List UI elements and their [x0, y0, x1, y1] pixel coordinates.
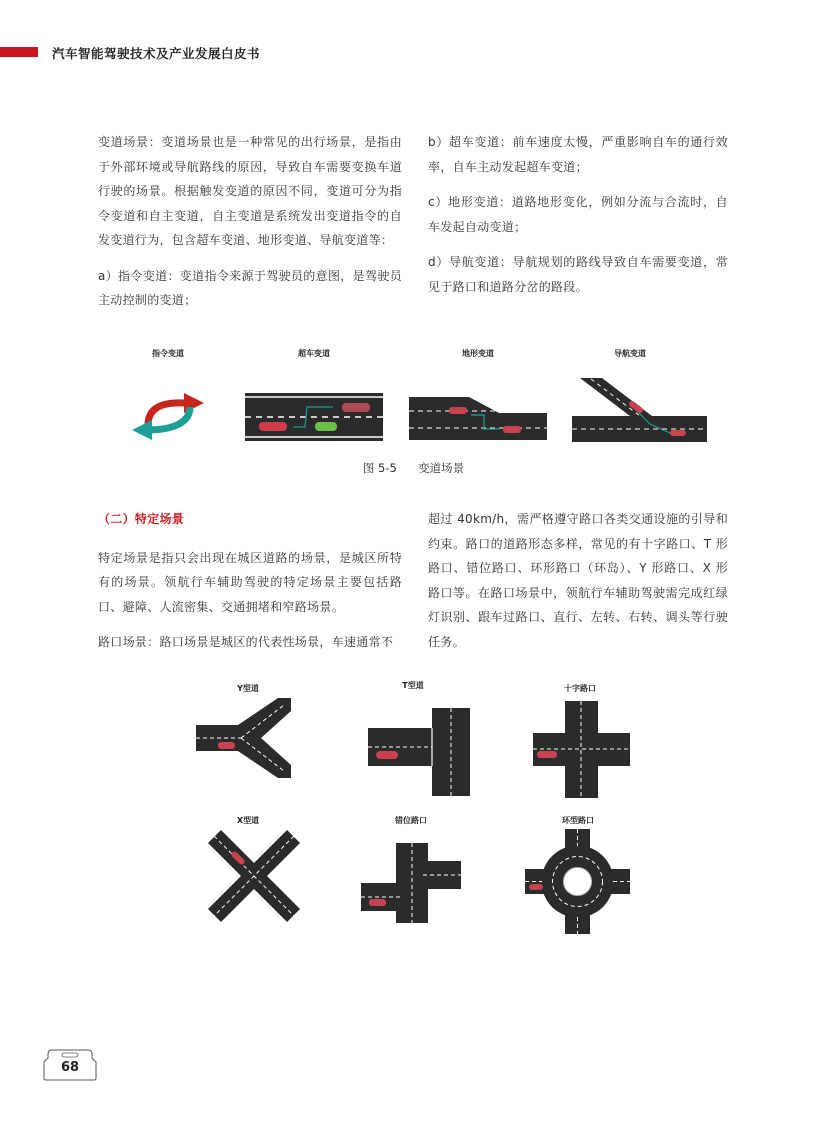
figure-label: 地形变道 — [462, 349, 494, 358]
paragraph: 超过 40km/h，需严格遵守路口各类交通设施的引导和约束。路口的道路形态多样，常见的有十字路口、T 形路口、错位路口、环形路口（环岛）、Y 形路口、X 形路口等。在路口场景中，领航行车辅助驾驶需完成红绿灯识别、跟车过路口、直行、左转、右转、调头等行驶任务。 — [428, 512, 728, 649]
figure-label: 导航变道 — [614, 349, 646, 358]
right-column-upper — [428, 130, 728, 310]
paragraph: b）超车变道：前车速度太慢，严重影响自车的通行效率，自车主动发起超车变道； — [428, 135, 728, 174]
terrain-lane-change-illustration — [409, 395, 547, 440]
header-title: 汽车智能驾驶技术及产业发展白皮书 — [52, 46, 261, 61]
left-column-upper — [98, 130, 402, 324]
left-column-lower — [98, 507, 402, 666]
x-intersection-illustration — [208, 830, 300, 922]
paragraph: a）指令变道：变道指令来源于驾驶员的意图，是驾驶员主动控制的变道； — [98, 268, 402, 307]
figure-label: 超车变道 — [298, 349, 330, 358]
navigation-lane-change-illustration — [572, 378, 707, 442]
y-intersection-illustration — [196, 698, 291, 778]
roundabout-illustration — [525, 829, 630, 934]
paragraph: 变道场景：变道场景也是一种常见的出行场景，是指由于外部环境或导航路线的原因，导致自车需要变换车道行驶的场景。根据触发变道的原因不同，变道可分为指令变道和自主变道，自主变道是系统发出变道指令的自发变道行为，包含超车变道、地形变道、导航变道等： — [98, 135, 402, 247]
figure-label: 指令变道 — [152, 349, 184, 358]
paragraph: 特定场景是指只会出现在城区道路的场景，是城区所特有的场景。领航行车辅助驾驶的特定场景主要包括路口、避障、人流密集、交通拥堵和窄路场景。 — [98, 550, 402, 614]
caption-text: 变道场景 — [418, 461, 465, 475]
figure-label: 错位路口 — [395, 816, 427, 825]
figure-label: X型道 — [236, 816, 260, 825]
figure-label: 环型路口 — [562, 816, 594, 825]
staggered-intersection-illustration — [361, 843, 461, 923]
paragraph: d）导航变道：导航规划的路线导致自车需要变道，常见于路口和道路分岔的路段。 — [428, 255, 728, 294]
command-lane-change-illustration — [128, 385, 208, 440]
overtake-lane-change-illustration — [245, 393, 383, 441]
paragraph: c）地形变道：道路地形变化，例如分流与合流时，自车发起自动变道； — [428, 195, 728, 234]
paragraph: 路口场景：路口场景是城区的代表性场景，车速通常不 — [98, 635, 394, 649]
right-column-lower — [428, 507, 728, 665]
header-accent-bar — [0, 47, 38, 57]
section-heading: （二）特定场景 — [98, 512, 185, 526]
page-number: 68 — [60, 1060, 80, 1075]
cross-intersection-illustration — [533, 701, 630, 798]
figure-label: Y型道 — [237, 684, 259, 693]
figure-label: T型道 — [402, 681, 424, 690]
figure-label: 十字路口 — [564, 684, 596, 693]
t-intersection-illustration — [368, 708, 470, 796]
figure-caption — [0, 460, 827, 476]
caption-number: 图 5-5 — [362, 461, 397, 475]
